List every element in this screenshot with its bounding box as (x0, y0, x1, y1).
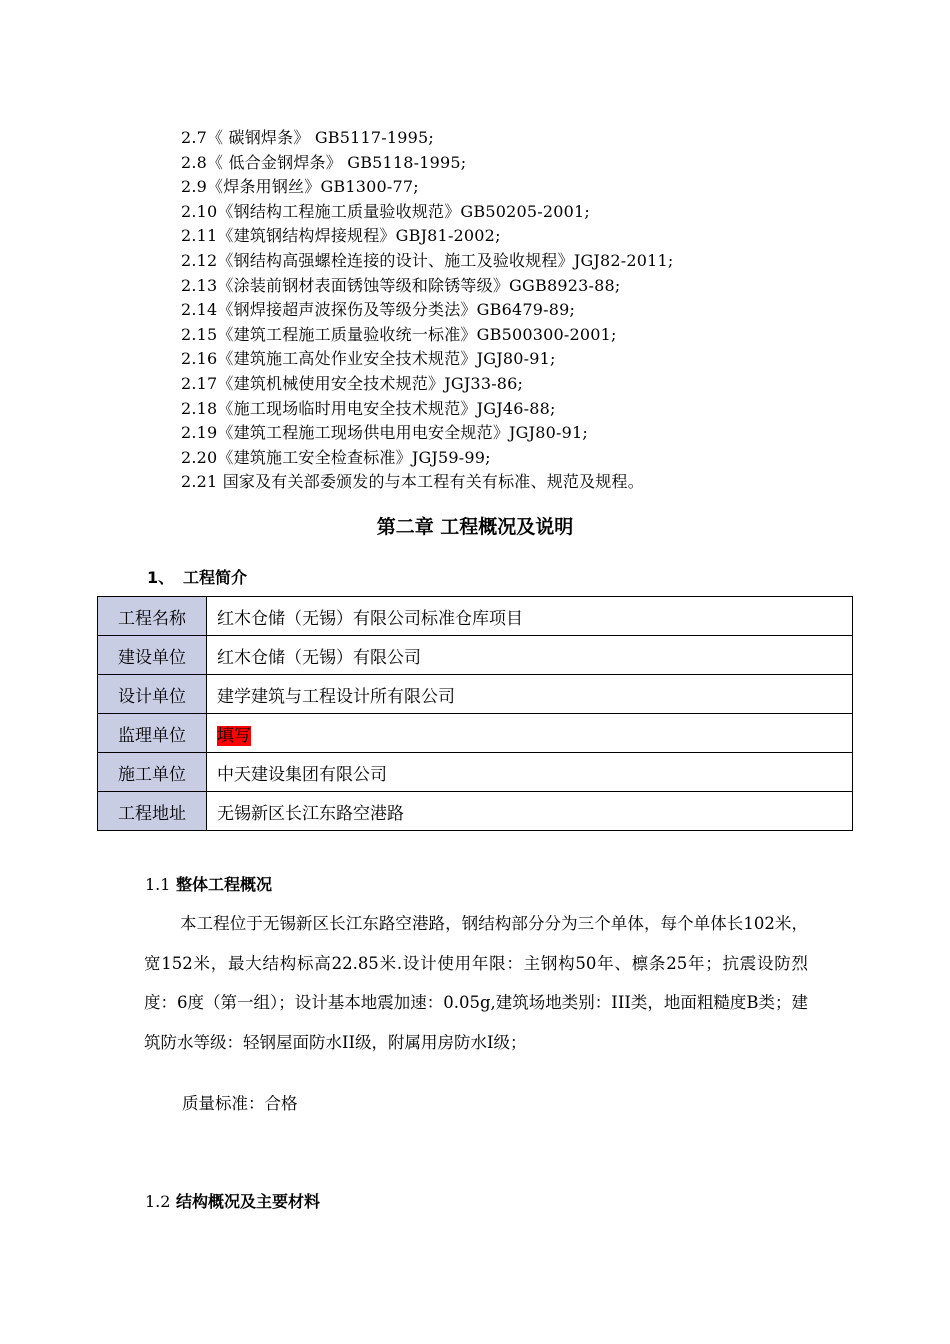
standard-item: 2.9《焊条用钢丝》GB1300-77; (181, 177, 419, 197)
table-row (98, 753, 853, 792)
section-heading-1 (147, 565, 247, 588)
section-heading-1-2 (145, 1189, 320, 1212)
section-heading-1-1 (145, 872, 272, 895)
row-label: 施工单位 (98, 753, 207, 792)
row-label: 监理单位 (98, 714, 207, 753)
standard-item: 2.21 国家及有关部委颁发的与本工程有关有标准、规范及规程。 (181, 472, 644, 492)
row-value: 红木仓储（无锡）有限公司 (207, 636, 853, 675)
row-value: 红木仓储（无锡）有限公司标准仓库项目 (207, 597, 853, 636)
standard-item: 2.7《 碳钢焊条》 GB5117-1995; (181, 128, 434, 147)
table-row (98, 714, 853, 753)
standard-item: 2.11《建筑钢结构焊接规程》GBJ81-2002; (181, 226, 501, 246)
standard-item: 2.14《钢焊接超声波探伤及等级分类法》GB6479-89; (181, 300, 576, 320)
standards-list (181, 126, 674, 495)
chapter-title: 第二章 工程概况及说明 (376, 516, 574, 538)
table-row (98, 675, 853, 714)
standard-item: 2.10《钢结构工程施工质量验收规范》GB50205-2001; (181, 201, 590, 221)
standard-item: 2.12《钢结构高强螺栓连接的设计、施工及验收规程》JGJ82-2011; (181, 250, 674, 270)
row-label: 工程地址 (98, 792, 207, 831)
row-value: 建学建筑与工程设计所有限公司 (207, 675, 853, 714)
standard-item: 2.16《建筑施工高处作业安全技术规范》JGJ80-91; (181, 349, 556, 369)
section-title: 工程简介 (183, 568, 248, 587)
row-value: 无锡新区长江东路空港路 (207, 792, 853, 831)
quality-standard: 质量标准：合格 (182, 1094, 298, 1113)
table-row (98, 636, 853, 675)
standard-item: 2.8《 低合金钢焊条》 GB5118-1995; (181, 152, 467, 172)
row-value (207, 714, 853, 753)
table-row (98, 792, 853, 831)
section-number: 1.1 (145, 875, 171, 894)
overview-paragraph: 本工程位于无锡新区长江东路空港路，钢结构部分分为三个单体，每个单体长102米，宽152米，最大结构标高22.85米.设计使用年限：主钢构50年、檩条25年；抗震设防烈度：6度（第一组）；设计基本地震加速：0.05g,建筑场地类别：III类，地面粗糙度B类；建筑防水等级：轻钢屋面防水II级，附属用房防水I级； (144, 914, 808, 1052)
row-label: 建设单位 (98, 636, 207, 675)
table-row (98, 597, 853, 636)
section-title: 结构概况及主要材料 (176, 1192, 321, 1211)
section-number: 1.2 (145, 1192, 171, 1211)
standard-item: 2.13《涂装前钢材表面锈蚀等级和除锈等级》GGB8923-88; (181, 275, 621, 295)
section-number: 1、 (147, 568, 175, 587)
highlighted-placeholder: 填写 (217, 725, 251, 746)
standard-item: 2.17《建筑机械使用安全技术规范》JGJ33-86; (181, 373, 524, 393)
section-title: 整体工程概况 (176, 875, 273, 894)
row-label: 设计单位 (98, 675, 207, 714)
project-info-table (97, 596, 853, 831)
standard-item: 2.19《建筑工程施工现场供电用电安全规范》JGJ80-91; (181, 423, 588, 443)
row-label: 工程名称 (98, 597, 207, 636)
standard-item: 2.20《建筑施工安全检查标准》JGJ59-99; (181, 447, 491, 467)
row-value: 中天建设集团有限公司 (207, 753, 853, 792)
standard-item: 2.15《建筑工程施工质量验收统一标准》GB500300-2001; (181, 324, 617, 344)
standard-item: 2.18《施工现场临时用电安全技术规范》JGJ46-88; (181, 398, 556, 418)
